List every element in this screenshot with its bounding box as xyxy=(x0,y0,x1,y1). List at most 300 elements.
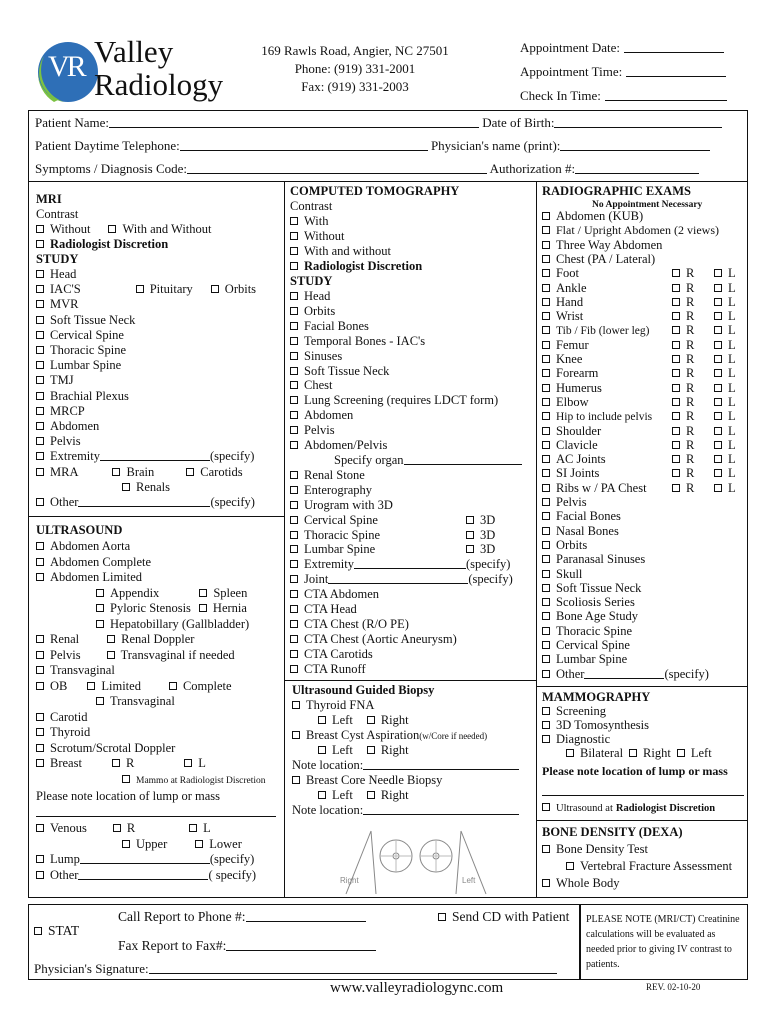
ct-item: Lung Screening (requires LDCT form) xyxy=(304,393,499,408)
rad-l-checkbox[interactable] xyxy=(714,441,722,449)
patient-name-field[interactable] xyxy=(109,118,479,128)
form-row xyxy=(36,632,194,646)
ct-3d-checkbox[interactable] xyxy=(466,545,474,553)
form-row xyxy=(542,552,645,566)
rad-l: L xyxy=(728,266,736,281)
physician-field[interactable] xyxy=(560,141,710,151)
ct-item-checkbox[interactable] xyxy=(290,426,298,434)
us-item: Abdomen Complete xyxy=(50,554,152,569)
mri-item: Pelvis xyxy=(50,434,81,449)
mri-item-checkbox[interactable] xyxy=(36,346,44,354)
rad-rl-checkbox[interactable] xyxy=(542,484,550,492)
mri-without-checkbox[interactable] xyxy=(36,225,44,233)
rad-rl-checkbox[interactable] xyxy=(542,269,550,277)
rad-item-checkbox[interactable] xyxy=(542,612,550,620)
rad-r-checkbox[interactable] xyxy=(672,341,680,349)
form-row xyxy=(36,313,135,327)
rad-rl-checkbox[interactable] xyxy=(542,326,550,334)
us-venous-checkbox[interactable] xyxy=(36,824,44,832)
mri-item-checkbox[interactable] xyxy=(36,422,44,430)
rad-l-checkbox[interactable] xyxy=(714,298,722,306)
ct-rad-disc-checkbox[interactable] xyxy=(290,262,298,270)
rad-rl-checkbox[interactable] xyxy=(542,469,550,477)
rad-rl-item: Wrist xyxy=(556,309,584,324)
signature-field[interactable] xyxy=(149,964,557,974)
form-row xyxy=(292,803,519,817)
auth-field[interactable] xyxy=(575,164,699,174)
rad-l-checkbox[interactable] xyxy=(714,427,722,435)
rad-r-checkbox[interactable] xyxy=(672,355,680,363)
patient-phone-field[interactable] xyxy=(180,141,428,151)
ct-item2-checkbox[interactable] xyxy=(290,501,298,509)
dexa-whole-body-checkbox[interactable] xyxy=(542,879,550,887)
mri-item-checkbox[interactable] xyxy=(36,392,44,400)
form-row xyxy=(542,394,736,409)
rad-l-option xyxy=(714,438,736,452)
ct-item2-checkbox[interactable] xyxy=(290,486,298,494)
form-row xyxy=(292,728,487,743)
mri-specify: (specify) xyxy=(210,449,255,464)
rad-r-checkbox[interactable] xyxy=(672,441,680,449)
mammo-lump-field[interactable] xyxy=(542,786,744,796)
rad-r-option xyxy=(672,266,694,280)
ct-item: Abdomen/Pelvis xyxy=(304,438,388,452)
rad-abdomen_kub-checkbox[interactable] xyxy=(542,212,550,220)
mri-contrast-label: Contrast xyxy=(36,207,79,221)
rad-three_way-checkbox[interactable] xyxy=(542,241,550,249)
us-scrotum: Scrotum/Scrotal Doppler xyxy=(50,740,176,755)
rad-item-checkbox[interactable] xyxy=(542,498,550,506)
rad-chest-checkbox[interactable] xyxy=(542,255,550,263)
rad-item: Paranasal Sinuses xyxy=(556,552,646,567)
ct-item-checkbox[interactable] xyxy=(290,441,298,449)
ct-item-checkbox[interactable] xyxy=(290,396,298,404)
symptoms-field[interactable] xyxy=(187,164,487,174)
rad-item-checkbox[interactable] xyxy=(542,527,550,535)
form-row xyxy=(36,267,76,281)
form-row xyxy=(290,498,393,512)
form-row xyxy=(36,789,220,803)
website[interactable]: www.valleyradiologync.com xyxy=(330,980,504,996)
mammo-screening-checkbox[interactable] xyxy=(542,707,550,715)
mri-item: Lumbar Spine xyxy=(50,358,122,373)
us-upper-checkbox[interactable] xyxy=(122,840,130,848)
us-breast-l-checkbox[interactable] xyxy=(184,759,192,767)
ct-3d-checkbox[interactable] xyxy=(466,531,474,539)
rad-l-checkbox[interactable] xyxy=(714,284,722,292)
mammo-lump-note: Please note location of lump or mass xyxy=(542,764,728,778)
mammo-tomo: 3D Tomosynthesis xyxy=(556,718,649,732)
rad-r-checkbox[interactable] xyxy=(672,427,680,435)
rad-r: R xyxy=(686,452,695,467)
patient-name-label: Patient Name: xyxy=(35,115,110,130)
dexa-whole-body: Whole Body xyxy=(556,876,620,890)
rad-rl-checkbox[interactable] xyxy=(542,384,550,392)
us-breast-r-checkbox[interactable] xyxy=(112,759,120,767)
us-other-checkbox[interactable] xyxy=(36,871,44,879)
rad-rl-checkbox[interactable] xyxy=(542,298,550,306)
us-pyloric-checkbox[interactable] xyxy=(96,604,104,612)
us-hernia: Hernia xyxy=(212,601,247,615)
dob-field[interactable] xyxy=(554,118,722,128)
rad-item-checkbox[interactable] xyxy=(542,641,550,649)
ct-item2-checkbox[interactable] xyxy=(290,605,298,613)
form-row xyxy=(36,192,62,206)
form-row xyxy=(290,199,332,213)
rad-r-checkbox[interactable] xyxy=(672,284,680,292)
us-appendix: Appendix xyxy=(110,585,160,600)
rad-r-checkbox[interactable] xyxy=(672,484,680,492)
rad-r-checkbox[interactable] xyxy=(672,312,680,320)
rad-rl-item: Foot xyxy=(556,266,579,281)
form-row xyxy=(290,483,372,497)
form-row xyxy=(542,466,736,481)
rad-r-checkbox[interactable] xyxy=(672,269,680,277)
mammo-right: Right xyxy=(643,746,671,760)
mri-item-checkbox[interactable] xyxy=(36,270,44,278)
rad-l-checkbox[interactable] xyxy=(714,312,722,320)
rad-l-checkbox[interactable] xyxy=(714,455,722,463)
mri-item-checkbox[interactable] xyxy=(36,437,44,445)
ct-item2-checkbox[interactable] xyxy=(290,471,298,479)
ct-item2: Joint xyxy=(304,572,329,587)
form-row xyxy=(542,323,736,338)
ct-3d: 3D xyxy=(480,512,496,527)
us-venous-l-checkbox[interactable] xyxy=(189,824,197,832)
us-item: Abdomen Limited xyxy=(50,570,142,584)
rad-flat_upright-checkbox[interactable] xyxy=(542,226,550,234)
biopsy-right: Right xyxy=(380,713,409,727)
ct-3d-option xyxy=(466,542,495,556)
rad-rl-checkbox[interactable] xyxy=(542,355,550,363)
us-ob-checkbox[interactable] xyxy=(36,682,44,690)
rad-r-checkbox[interactable] xyxy=(672,398,680,406)
ct-item-checkbox[interactable] xyxy=(290,381,298,389)
rad-r-option xyxy=(672,466,694,480)
us-breast: Breast xyxy=(50,756,82,770)
ct-item2: CTA Abdomen xyxy=(304,587,380,602)
ct-item2-checkbox[interactable] xyxy=(290,575,298,583)
rad-rl-checkbox[interactable] xyxy=(542,441,550,449)
mri-renals-checkbox[interactable] xyxy=(122,483,130,491)
mri-rad-disc-checkbox[interactable] xyxy=(36,240,44,248)
ct-without-checkbox[interactable] xyxy=(290,232,298,240)
fax: Fax: (919) 331-2003 xyxy=(301,79,409,94)
rad-r: R xyxy=(686,323,695,338)
appointment-block xyxy=(520,36,727,108)
appt-date-field[interactable] xyxy=(624,43,724,53)
us-lump-field[interactable] xyxy=(36,807,276,817)
rad-l-checkbox[interactable] xyxy=(714,355,722,363)
rad-rl-checkbox[interactable] xyxy=(542,455,550,463)
rad-l-checkbox[interactable] xyxy=(714,484,722,492)
rad-r-checkbox[interactable] xyxy=(672,455,680,463)
ct-item-checkbox[interactable] xyxy=(290,367,298,375)
send-cd-checkbox[interactable] xyxy=(438,913,446,921)
rad-rl-checkbox[interactable] xyxy=(542,284,550,292)
rad-r-checkbox[interactable] xyxy=(672,384,680,392)
rad-r-checkbox[interactable] xyxy=(672,469,680,477)
mammo-diagnostic-checkbox[interactable] xyxy=(542,735,550,743)
dexa-vertebral-checkbox[interactable] xyxy=(566,862,574,870)
rad-l: L xyxy=(728,309,736,324)
us-hepato-checkbox[interactable] xyxy=(96,620,104,628)
us-scrotum-checkbox[interactable] xyxy=(36,744,44,752)
biopsy-core-right-checkbox[interactable] xyxy=(367,791,375,799)
us-mammo-rad-checkbox[interactable] xyxy=(122,775,130,783)
rad-l: L xyxy=(728,466,736,481)
mri-item-checkbox[interactable] xyxy=(36,300,44,308)
us-limited-checkbox[interactable] xyxy=(87,682,95,690)
biopsy-thyroid-left-checkbox[interactable] xyxy=(318,716,326,724)
rad-r-option xyxy=(672,409,694,423)
ct-item2: Urogram with 3D xyxy=(304,497,393,512)
rad-other-checkbox[interactable] xyxy=(542,670,550,678)
rad-r-checkbox[interactable] xyxy=(672,369,680,377)
stat-checkbox[interactable] xyxy=(34,927,42,935)
rad-r: R xyxy=(686,409,695,424)
us-hernia-checkbox[interactable] xyxy=(199,604,207,612)
us-pelvis-checkbox[interactable] xyxy=(36,651,44,659)
biopsy-core-left-checkbox[interactable] xyxy=(318,791,326,799)
us-item-checkbox[interactable] xyxy=(36,542,44,550)
ct-item2: Thoracic Spine xyxy=(304,527,381,542)
form-row xyxy=(36,741,175,755)
rad-item: Thoracic Spine xyxy=(556,623,633,638)
mri-other-field[interactable] xyxy=(78,497,210,507)
fax-report-field[interactable] xyxy=(226,941,376,951)
form-row xyxy=(36,852,254,866)
check-in-field[interactable] xyxy=(605,91,727,101)
form-row xyxy=(542,366,736,381)
form-row xyxy=(542,784,744,798)
form-row xyxy=(292,773,442,787)
symptoms-label: Symptoms / Diagnosis Code: xyxy=(35,161,188,176)
form-row xyxy=(318,743,409,757)
form-row xyxy=(566,859,732,873)
biopsy-cyst-right-checkbox[interactable] xyxy=(367,746,375,754)
mri-orbits-checkbox[interactable] xyxy=(211,285,219,293)
rad-rl-checkbox[interactable] xyxy=(542,369,550,377)
rad-rl-checkbox[interactable] xyxy=(542,341,550,349)
mammo-bilateral-checkbox[interactable] xyxy=(566,749,574,757)
us-carotid-checkbox[interactable] xyxy=(36,713,44,721)
mri-extremity-field[interactable] xyxy=(100,451,210,461)
us-complete-checkbox[interactable] xyxy=(169,682,177,690)
form-row xyxy=(290,572,513,586)
dexa-bone-test-checkbox[interactable] xyxy=(542,845,550,853)
rad-l: L xyxy=(728,280,736,295)
rad-rl-checkbox[interactable] xyxy=(542,398,550,406)
form-row xyxy=(542,509,621,523)
form-row xyxy=(542,581,641,595)
mri-item: TMJ xyxy=(50,373,74,388)
biopsy-thyroid-checkbox[interactable] xyxy=(292,701,300,709)
rad-l-checkbox[interactable] xyxy=(714,341,722,349)
us-appendix-checkbox[interactable] xyxy=(96,589,104,597)
mri-carotids-checkbox[interactable] xyxy=(186,468,194,476)
biopsy-thyroid-right-checkbox[interactable] xyxy=(367,716,375,724)
us-upper: Upper xyxy=(136,836,168,851)
mri-item-checkbox[interactable] xyxy=(36,376,44,384)
ct-item2-checkbox[interactable] xyxy=(290,665,298,673)
mammo-left-checkbox[interactable] xyxy=(677,749,685,757)
us-lump-checkbox[interactable] xyxy=(36,855,44,863)
ct-with-without-checkbox[interactable] xyxy=(290,247,298,255)
rad-l-checkbox[interactable] xyxy=(714,384,722,392)
rad-r-checkbox[interactable] xyxy=(672,326,680,334)
form-row xyxy=(542,423,736,438)
ct-item2-checkbox[interactable] xyxy=(290,590,298,598)
ct-item-checkbox[interactable] xyxy=(290,337,298,345)
form-row xyxy=(542,252,655,266)
ct-without: Without xyxy=(304,229,345,243)
mri-other-checkbox[interactable] xyxy=(36,498,44,506)
ct-item2-checkbox[interactable] xyxy=(290,531,298,539)
us-renal-doppler-checkbox[interactable] xyxy=(107,635,115,643)
ct-item-checkbox[interactable] xyxy=(290,352,298,360)
us-item-checkbox[interactable] xyxy=(36,558,44,566)
form-row xyxy=(542,652,627,666)
mri-pituitary: Pituitary xyxy=(149,282,193,297)
form-row xyxy=(290,647,373,661)
rad-l-option xyxy=(714,409,736,423)
mri-brain: Brain xyxy=(126,464,155,479)
appt-time-field[interactable] xyxy=(626,67,726,77)
rad-item-checkbox[interactable] xyxy=(542,655,550,663)
ct-extremity-field[interactable] xyxy=(354,559,466,569)
ct-item2-checkbox[interactable] xyxy=(290,545,298,553)
mri-brain-checkbox[interactable] xyxy=(112,468,120,476)
rad-r: R xyxy=(686,266,695,281)
rad-l-checkbox[interactable] xyxy=(714,469,722,477)
ct-item-checkbox[interactable] xyxy=(290,411,298,419)
biopsy-cyst-checkbox[interactable] xyxy=(292,731,300,739)
us-breast-checkbox[interactable] xyxy=(36,759,44,767)
us-renal-doppler: Renal Doppler xyxy=(121,632,195,646)
biopsy-note-field[interactable] xyxy=(363,760,519,770)
mri-specify: (specify) xyxy=(210,494,255,509)
rad-rl-item: Hand xyxy=(556,294,584,309)
mri-item-checkbox[interactable] xyxy=(36,316,44,324)
rad-l-option xyxy=(714,281,736,295)
biopsy-note-field[interactable] xyxy=(363,805,519,815)
rad-r-checkbox[interactable] xyxy=(672,412,680,420)
us-item-checkbox[interactable] xyxy=(36,573,44,581)
call-report-field[interactable] xyxy=(246,912,366,922)
rad-l-checkbox[interactable] xyxy=(714,269,722,277)
us-spleen-checkbox[interactable] xyxy=(199,589,207,597)
us-other-field[interactable] xyxy=(78,870,208,880)
rad-rl-checkbox[interactable] xyxy=(542,412,550,420)
rad-l-checkbox[interactable] xyxy=(714,412,722,420)
rad-other-field[interactable] xyxy=(584,669,664,679)
form-row xyxy=(542,380,736,395)
rad-l: L xyxy=(728,380,736,395)
mri-item-checkbox[interactable] xyxy=(36,331,44,339)
us-thyroid-checkbox[interactable] xyxy=(36,728,44,736)
rad-l-option xyxy=(714,481,736,495)
rad-r-checkbox[interactable] xyxy=(672,298,680,306)
us-venous-r-checkbox[interactable] xyxy=(113,824,121,832)
ct-specify: (specify) xyxy=(468,572,513,587)
form-row xyxy=(334,453,522,467)
ct-organ-field[interactable] xyxy=(404,455,522,465)
mammo-tomo-checkbox[interactable] xyxy=(542,721,550,729)
rad-l-checkbox[interactable] xyxy=(714,326,722,334)
us-transvag-needed-checkbox[interactable] xyxy=(107,651,115,659)
mri-item-checkbox[interactable] xyxy=(36,361,44,369)
mri-item-checkbox[interactable] xyxy=(36,407,44,415)
rad-item-checkbox[interactable] xyxy=(542,570,550,578)
mri-with-without-checkbox[interactable] xyxy=(108,225,116,233)
us-specify2: ( specify) xyxy=(208,867,257,882)
us-venous-l: L xyxy=(203,821,211,835)
mri-item: MRA xyxy=(50,464,79,479)
mammo-us-rad-checkbox[interactable] xyxy=(542,803,550,811)
us-lump2-field[interactable] xyxy=(80,854,210,864)
signature-label: Physician's Signature: xyxy=(34,961,149,976)
mammo-right-checkbox[interactable] xyxy=(629,749,637,757)
mri-item-checkbox[interactable] xyxy=(36,452,44,460)
biopsy-right: Right xyxy=(380,743,409,757)
ct-3d-checkbox[interactable] xyxy=(466,516,474,524)
mri-item-checkbox[interactable] xyxy=(36,285,44,293)
ct-3d-option xyxy=(466,513,495,527)
us-renal-checkbox[interactable] xyxy=(36,635,44,643)
rad-item-checkbox[interactable] xyxy=(542,627,550,635)
fax-report-label: Fax Report to Fax#: xyxy=(118,938,227,953)
rad-l-checkbox[interactable] xyxy=(714,369,722,377)
rad-l-option xyxy=(714,338,736,352)
form-row xyxy=(36,821,211,835)
ct-with-checkbox[interactable] xyxy=(290,217,298,225)
ct-item2-checkbox[interactable] xyxy=(290,560,298,568)
ct-item2-checkbox[interactable] xyxy=(290,650,298,658)
ct-item2-checkbox[interactable] xyxy=(290,516,298,524)
rad-item: Bone Age Study xyxy=(556,609,638,624)
ct-item-checkbox[interactable] xyxy=(290,292,298,300)
ct-item2-checkbox[interactable] xyxy=(290,635,298,643)
ct-item-checkbox[interactable] xyxy=(290,322,298,330)
rad-item-checkbox[interactable] xyxy=(542,598,550,606)
rad-rl-checkbox[interactable] xyxy=(542,427,550,435)
rad-item-checkbox[interactable] xyxy=(542,541,550,549)
rad-r-option xyxy=(672,295,694,309)
form-row xyxy=(542,352,736,366)
rad-l-checkbox[interactable] xyxy=(714,398,722,406)
ct-joint-field[interactable] xyxy=(328,574,468,584)
form-row xyxy=(36,756,206,770)
mri-item: Brachial Plexus xyxy=(50,388,129,403)
rad-item-checkbox[interactable] xyxy=(542,512,550,520)
ct-item2-checkbox[interactable] xyxy=(290,620,298,628)
rad-l: L xyxy=(728,452,736,467)
ct-item-checkbox[interactable] xyxy=(290,307,298,315)
mri-item-checkbox[interactable] xyxy=(36,468,44,476)
ct-study: STUDY xyxy=(290,274,333,288)
mri-pituitary-checkbox[interactable] xyxy=(136,285,144,293)
us-lower-checkbox[interactable] xyxy=(195,840,203,848)
us-transvaginal-checkbox[interactable] xyxy=(36,666,44,674)
us-transvaginal2-checkbox[interactable] xyxy=(96,697,104,705)
biopsy-cyst-left-checkbox[interactable] xyxy=(318,746,326,754)
stat-label: STAT xyxy=(48,923,80,938)
rad-rl-checkbox[interactable] xyxy=(542,312,550,320)
rad-item-checkbox[interactable] xyxy=(542,555,550,563)
biopsy-core-checkbox[interactable] xyxy=(292,776,300,784)
rad-item-checkbox[interactable] xyxy=(542,584,550,592)
